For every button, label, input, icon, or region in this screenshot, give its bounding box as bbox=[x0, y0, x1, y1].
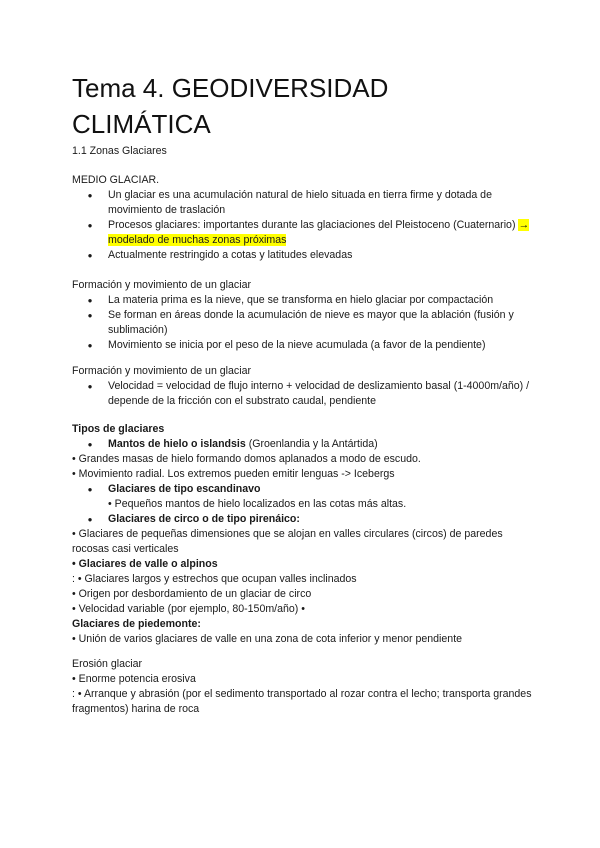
bullet-icon: ● bbox=[87, 341, 93, 350]
text-line: Glaciares de piedemonte: bbox=[72, 618, 201, 630]
text-line: • Glaciares de pequeñas dimensiones que se alojan en valles circulares (circos) de paredes rocosas casi verticales bbox=[72, 528, 503, 555]
bullet-icon: ● bbox=[87, 515, 93, 524]
bullet-icon: ● bbox=[87, 221, 93, 230]
text-line: • Enorme potencia erosiva bbox=[72, 673, 196, 685]
tipos-heading: Tipos de glaciares bbox=[72, 423, 165, 435]
formacion-section-1 bbox=[72, 278, 542, 353]
list-item bbox=[72, 338, 542, 353]
list-item-text: Actualmente restringido a cotas y latitudes elevadas bbox=[108, 249, 353, 261]
formacion-heading: Formación y movimiento de un glaciar bbox=[72, 365, 251, 377]
list-item bbox=[72, 218, 542, 248]
bullet-icon: ● bbox=[87, 382, 93, 391]
text-line: • Pequeños mantos de hielo localizados en las cotas más altas. bbox=[108, 498, 407, 510]
bullet-icon: ● bbox=[87, 485, 93, 494]
text-line: • Grandes masas de hielo formando domos aplanados a modo de escudo. bbox=[72, 453, 421, 465]
medio-glaciar-section bbox=[72, 173, 542, 263]
list-item-text: Velocidad = velocidad de flujo interno + velocidad de deslizamiento basal (1-4000m/año) / depende de la fricción con el substrato caudal, pendiente bbox=[108, 380, 530, 407]
text-line: • Movimiento radial. Los extremos pueden emitir lenguas -> Icebergs bbox=[72, 468, 395, 480]
erosion-section bbox=[72, 657, 542, 717]
text-line: : • Arranque y abrasión (por el sedimento transportado al rozar contra el lecho; transporta grandes fragmentos) harina de roca bbox=[72, 688, 532, 715]
page-title: Tema 4. GEODIVERSIDAD CLIMÁTICA bbox=[72, 73, 389, 139]
list-item bbox=[72, 482, 542, 497]
list-item-text: La materia prima es la nieve, que se transforma en hielo glaciar por compactación bbox=[108, 294, 494, 306]
list-item-text-plain: Procesos glaciares: importantes durante las glaciaciones del Pleistoceno (Cuaternario) bbox=[108, 219, 519, 231]
bullet-icon: ● bbox=[87, 311, 93, 320]
bullet-icon: ● bbox=[87, 296, 93, 305]
section-1-1: 1.1 Zonas Glaciares bbox=[72, 145, 167, 157]
list-item bbox=[72, 308, 542, 338]
text-line: : • Glaciares largos y estrechos que ocupan valles inclinados bbox=[72, 573, 357, 585]
list-item bbox=[72, 248, 542, 263]
list-item bbox=[72, 188, 542, 218]
section-subtitle bbox=[72, 144, 542, 159]
list-item bbox=[72, 512, 542, 527]
bullet-icon: ● bbox=[87, 191, 93, 200]
medio-heading: MEDIO GLACIAR. bbox=[72, 174, 160, 186]
text-line: • Velocidad variable (por ejemplo, 80-150m/año) • bbox=[72, 603, 305, 615]
list-item-text bbox=[108, 437, 542, 452]
tipos-section bbox=[72, 422, 542, 647]
list-item-text: Glaciares de tipo escandinavo bbox=[108, 483, 261, 495]
list-item-text: Un glaciar es una acumulación natural de hielo situada en tierra firme y dotada de movimiento de traslación bbox=[108, 189, 492, 216]
list-item-text: Glaciares de circo o de tipo pirenáico: bbox=[108, 513, 300, 525]
text-line: • Glaciares de valle o alpinos bbox=[72, 558, 218, 570]
bullet-icon: ● bbox=[87, 440, 93, 449]
text-line: • Origen por desbordamiento de un glaciar de circo bbox=[72, 588, 312, 600]
erosion-heading: Erosión glaciar bbox=[72, 658, 143, 670]
formacion-section-2 bbox=[72, 364, 542, 409]
list-item bbox=[72, 437, 542, 452]
list-item-text: Se forman en áreas donde la acumulación de nieve es mayor que la ablación (fusión y sublimación) bbox=[108, 309, 514, 336]
highlighted-text: → modelado de muchas zonas próximas bbox=[108, 219, 530, 246]
text-line: • Unión de varios glaciares de valle en una zona de cota inferior y menor pendiente bbox=[72, 633, 463, 645]
list-item bbox=[72, 379, 542, 409]
mantos-rest: (Groenlandia y la Antártida) bbox=[245, 438, 378, 450]
bullet-icon: ● bbox=[87, 251, 93, 260]
list-item bbox=[72, 293, 542, 308]
mantos-bold: Mantos de hielo o islandsis bbox=[108, 438, 246, 450]
formacion-heading: Formación y movimiento de un glaciar bbox=[72, 279, 251, 291]
list-item-text bbox=[108, 218, 542, 248]
list-item-text: Movimiento se inicia por el peso de la nieve acumulada (a favor de la pendiente) bbox=[108, 339, 486, 351]
